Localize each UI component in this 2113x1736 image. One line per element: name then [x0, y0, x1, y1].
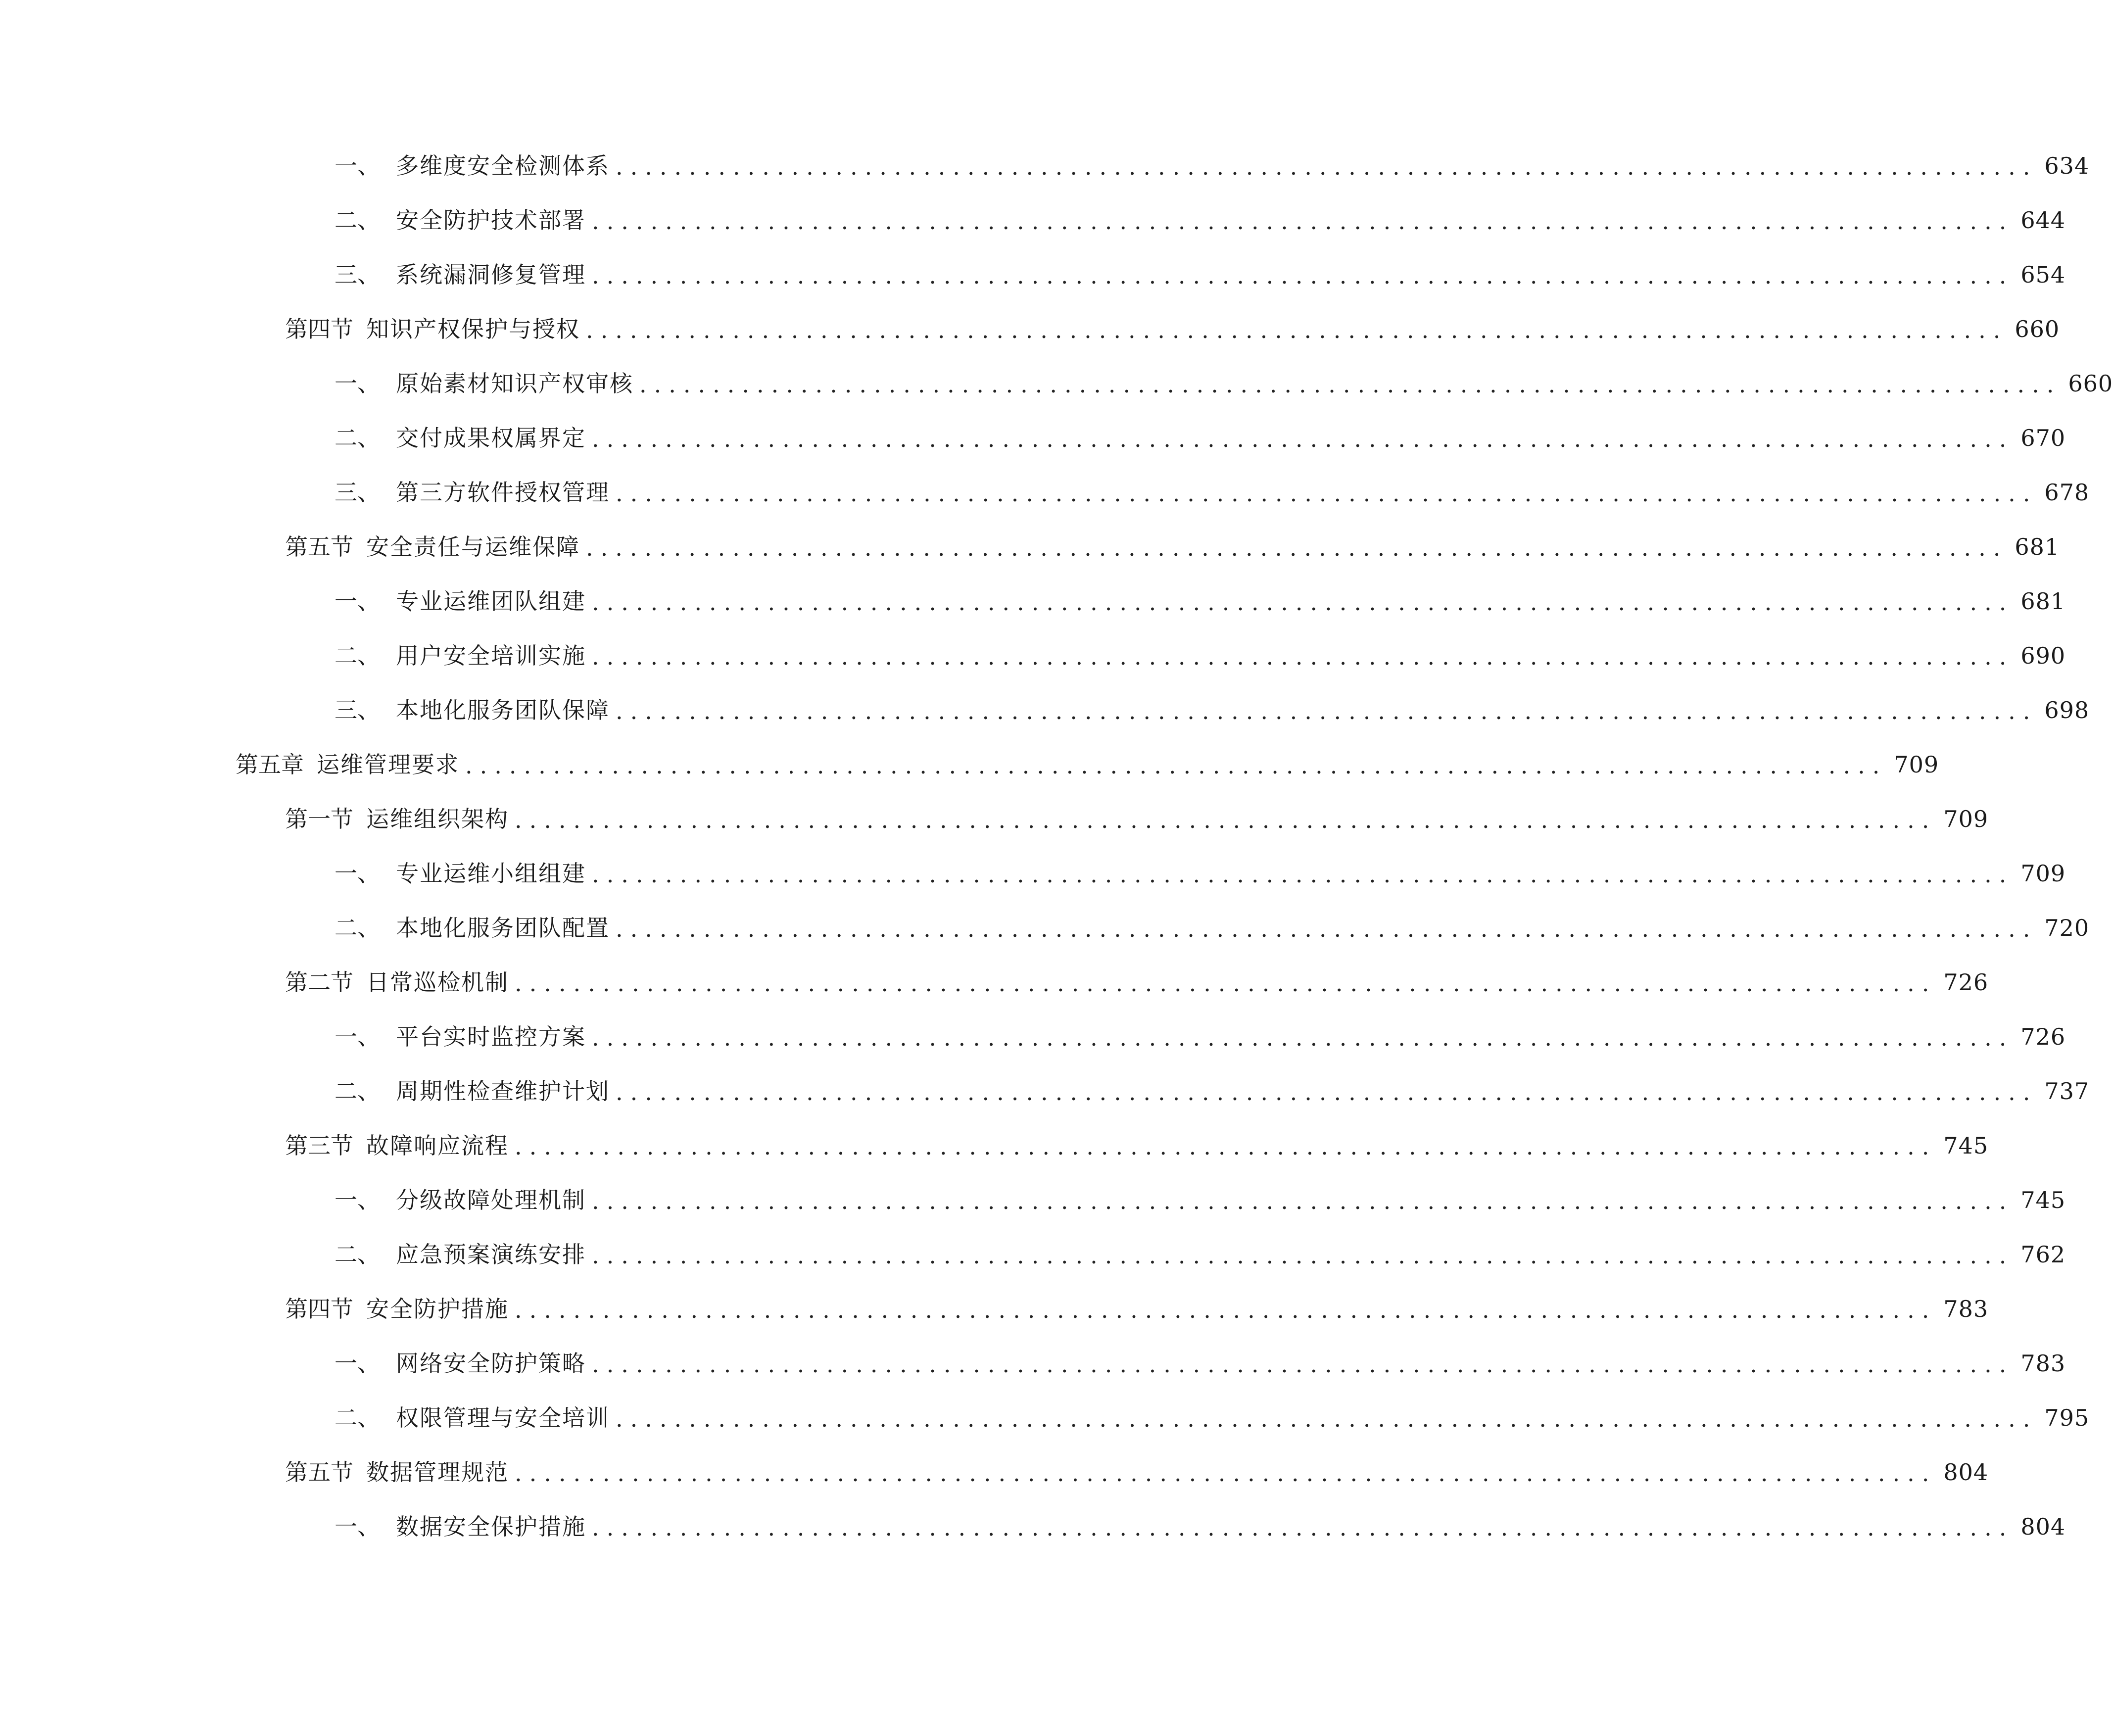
- toc-entry-title: 运维组织架构: [366, 806, 509, 832]
- toc-entry-prefix: 一、: [335, 1023, 380, 1050]
- dot-leader: .................................................................................................: [592, 262, 2014, 289]
- dot-leader: .................................................................................................: [616, 698, 2038, 724]
- toc-entry-prefix: 二、: [335, 1241, 380, 1268]
- toc-entry-page-number: 681: [2015, 533, 2060, 560]
- dot-leader: .................................................................................................: [515, 1297, 1937, 1323]
- toc-entry[interactable]: [335, 901, 2090, 955]
- dot-leader: .................................................................................................: [515, 807, 1937, 833]
- toc-entry[interactable]: [335, 1173, 2066, 1227]
- toc-entry-prefix: 二、: [335, 1404, 380, 1431]
- toc-entry-title: 分级故障处理机制: [396, 1187, 586, 1213]
- dot-leader: .................................................................................................: [592, 208, 2014, 235]
- toc-entry-prefix: 第五章: [236, 751, 304, 778]
- toc-entry-prefix: 一、: [335, 370, 380, 397]
- toc-entry-title: 第三方软件授权管理: [396, 479, 610, 506]
- toc-entry-prefix: 第二节: [285, 969, 353, 996]
- toc-entry-prefix: 第一节: [285, 806, 353, 832]
- toc-entry-page-number: 726: [2020, 1023, 2066, 1050]
- dot-leader: .................................................................................................: [616, 1405, 2038, 1432]
- toc-entry-page-number: 795: [2044, 1404, 2090, 1431]
- toc-entry-prefix: 第四节: [285, 1296, 353, 1322]
- toc-entry-title: 周期性检查维护计划: [396, 1078, 610, 1105]
- toc-entry-title: 本地化服务团队配置: [396, 915, 610, 941]
- dot-leader: .................................................................................................: [592, 1514, 2014, 1541]
- toc-entry-title: 运维管理要求: [317, 751, 459, 778]
- toc-entry-title: 本地化服务团队保障: [396, 697, 610, 723]
- toc-entry-page-number: 804: [1943, 1459, 1989, 1486]
- toc-entry-title: 用户安全培训实施: [396, 642, 586, 669]
- toc-entry[interactable]: [285, 955, 1989, 1010]
- toc-entry[interactable]: [236, 737, 1939, 792]
- toc-entry-prefix: 三、: [335, 697, 380, 723]
- toc-entry-title: 日常巡检机制: [366, 969, 509, 996]
- toc-entry-title: 专业运维小组组建: [396, 860, 586, 887]
- toc-entry[interactable]: [335, 247, 2066, 302]
- toc-entry-page-number: 678: [2044, 479, 2090, 506]
- toc-entry[interactable]: [335, 1499, 2066, 1554]
- toc-entry[interactable]: [335, 628, 2066, 683]
- toc-entry[interactable]: [335, 1227, 2066, 1282]
- toc-entry[interactable]: [285, 1118, 1989, 1173]
- toc-entry-page-number: 783: [1943, 1296, 1989, 1322]
- toc-entry[interactable]: [285, 1445, 1989, 1499]
- dot-leader: .................................................................................................: [515, 1460, 1937, 1487]
- toc-entry-title: 权限管理与安全培训: [396, 1404, 610, 1431]
- toc-entry-page-number: 783: [2020, 1350, 2066, 1377]
- toc-entry[interactable]: [335, 683, 2090, 737]
- toc-entry[interactable]: [335, 574, 2066, 628]
- toc-entry[interactable]: [335, 1391, 2090, 1445]
- toc-entry-prefix: 第四节: [285, 316, 353, 342]
- dot-leader: .................................................................................................: [465, 752, 1887, 779]
- toc-entry-page-number: 681: [2020, 588, 2066, 615]
- toc-entry-prefix: 第五节: [285, 1459, 353, 1486]
- toc-entry-page-number: 698: [2044, 697, 2090, 723]
- dot-leader: .................................................................................................: [639, 371, 2062, 398]
- dot-leader: .................................................................................................: [515, 1133, 1937, 1160]
- toc-entry-page-number: 745: [1943, 1132, 1989, 1159]
- toc-entry-page-number: 690: [2020, 642, 2066, 669]
- toc-entry-prefix: 第三节: [285, 1132, 353, 1159]
- toc-entry-prefix: 二、: [335, 207, 380, 234]
- toc-entry-title: 网络安全防护策略: [396, 1350, 586, 1377]
- dot-leader: .................................................................................................: [592, 643, 2014, 670]
- dot-leader: .................................................................................................: [515, 970, 1937, 997]
- dot-leader: .................................................................................................: [586, 534, 2008, 561]
- toc-entry-prefix: 三、: [335, 261, 380, 288]
- toc-entry-prefix: 一、: [335, 588, 380, 615]
- toc-entry-title: 知识产权保护与授权: [366, 316, 580, 342]
- toc-entry-prefix: 一、: [335, 860, 380, 887]
- toc-entry-prefix: 二、: [335, 1078, 380, 1105]
- toc-entry[interactable]: [335, 846, 2066, 901]
- toc-entry-page-number: 737: [2044, 1078, 2090, 1105]
- toc-entry-page-number: 720: [2044, 915, 2090, 941]
- toc-entry[interactable]: [335, 356, 2113, 411]
- toc-entry[interactable]: [335, 1010, 2066, 1064]
- toc-entry-page-number: 726: [1943, 969, 1989, 996]
- toc-entry-title: 数据管理规范: [366, 1459, 509, 1486]
- toc-entry[interactable]: [285, 520, 2060, 574]
- toc-entry[interactable]: [335, 139, 2090, 193]
- dot-leader: .................................................................................................: [592, 1351, 2014, 1378]
- toc-entry-page-number: 644: [2020, 207, 2066, 234]
- toc-entry-prefix: 二、: [335, 915, 380, 941]
- toc-entry-prefix: 第五节: [285, 533, 353, 560]
- toc-entry-prefix: 三、: [335, 479, 380, 506]
- toc-entry-title: 应急预案演练安排: [396, 1241, 586, 1268]
- toc-entry-page-number: 762: [2020, 1241, 2066, 1268]
- toc-entry-page-number: 709: [1943, 806, 1989, 832]
- toc-entry-page-number: 745: [2020, 1187, 2066, 1213]
- toc-entry-prefix: 一、: [335, 1513, 380, 1540]
- toc-entry-title: 数据安全保护措施: [396, 1513, 586, 1540]
- toc-entry-title: 原始素材知识产权审核: [396, 370, 633, 397]
- dot-leader: .................................................................................................: [616, 1079, 2038, 1106]
- toc-entry[interactable]: [335, 411, 2066, 465]
- toc-entry-page-number: 804: [2020, 1513, 2066, 1540]
- toc-entry[interactable]: [335, 465, 2090, 520]
- dot-leader: .................................................................................................: [592, 1188, 2014, 1214]
- toc-entry-title: 专业运维团队组建: [396, 588, 586, 615]
- dot-leader: .................................................................................................: [616, 153, 2038, 180]
- toc-entry[interactable]: [285, 1282, 1989, 1336]
- dot-leader: .................................................................................................: [586, 317, 2008, 343]
- toc-entry-prefix: 一、: [335, 152, 380, 179]
- toc-entry-page-number: 654: [2020, 261, 2066, 288]
- toc-entry-page-number: 660: [2068, 370, 2113, 397]
- toc-entry-page-number: 709: [2020, 860, 2066, 887]
- toc-entry[interactable]: [335, 1064, 2090, 1118]
- toc-entry-prefix: 一、: [335, 1187, 380, 1213]
- toc-entry-title: 安全防护技术部署: [396, 207, 586, 234]
- dot-leader: .................................................................................................: [592, 1024, 2014, 1051]
- toc-entry-title: 多维度安全检测体系: [396, 152, 610, 179]
- toc-entry-title: 安全防护措施: [366, 1296, 509, 1322]
- dot-leader: .................................................................................................: [592, 861, 2014, 888]
- dot-leader: .................................................................................................: [592, 589, 2014, 616]
- toc-entry-title: 交付成果权属界定: [396, 425, 586, 451]
- toc-entry[interactable]: [335, 193, 2066, 247]
- dot-leader: .................................................................................................: [592, 1242, 2014, 1269]
- toc-entry-page-number: 670: [2020, 425, 2066, 451]
- toc-entry-page-number: 709: [1894, 751, 1939, 778]
- toc-entry-title: 平台实时监控方案: [396, 1023, 586, 1050]
- dot-leader: .................................................................................................: [616, 916, 2038, 942]
- toc-entry-prefix: 二、: [335, 642, 380, 669]
- dot-leader: .................................................................................................: [616, 480, 2038, 507]
- toc-entry-title: 系统漏洞修复管理: [396, 261, 586, 288]
- toc-entry-title: 故障响应流程: [366, 1132, 509, 1159]
- toc-entry-title: 安全责任与运维保障: [366, 533, 580, 560]
- toc-entry-prefix: 一、: [335, 1350, 380, 1377]
- toc-entry-page-number: 660: [2015, 316, 2060, 342]
- toc-entry[interactable]: [285, 792, 1989, 846]
- dot-leader: .................................................................................................: [592, 426, 2014, 452]
- toc-entry[interactable]: [335, 1336, 2066, 1391]
- toc-entry-prefix: 二、: [335, 425, 380, 451]
- toc-entry-page-number: 634: [2044, 152, 2090, 179]
- toc-entry[interactable]: [285, 302, 2060, 356]
